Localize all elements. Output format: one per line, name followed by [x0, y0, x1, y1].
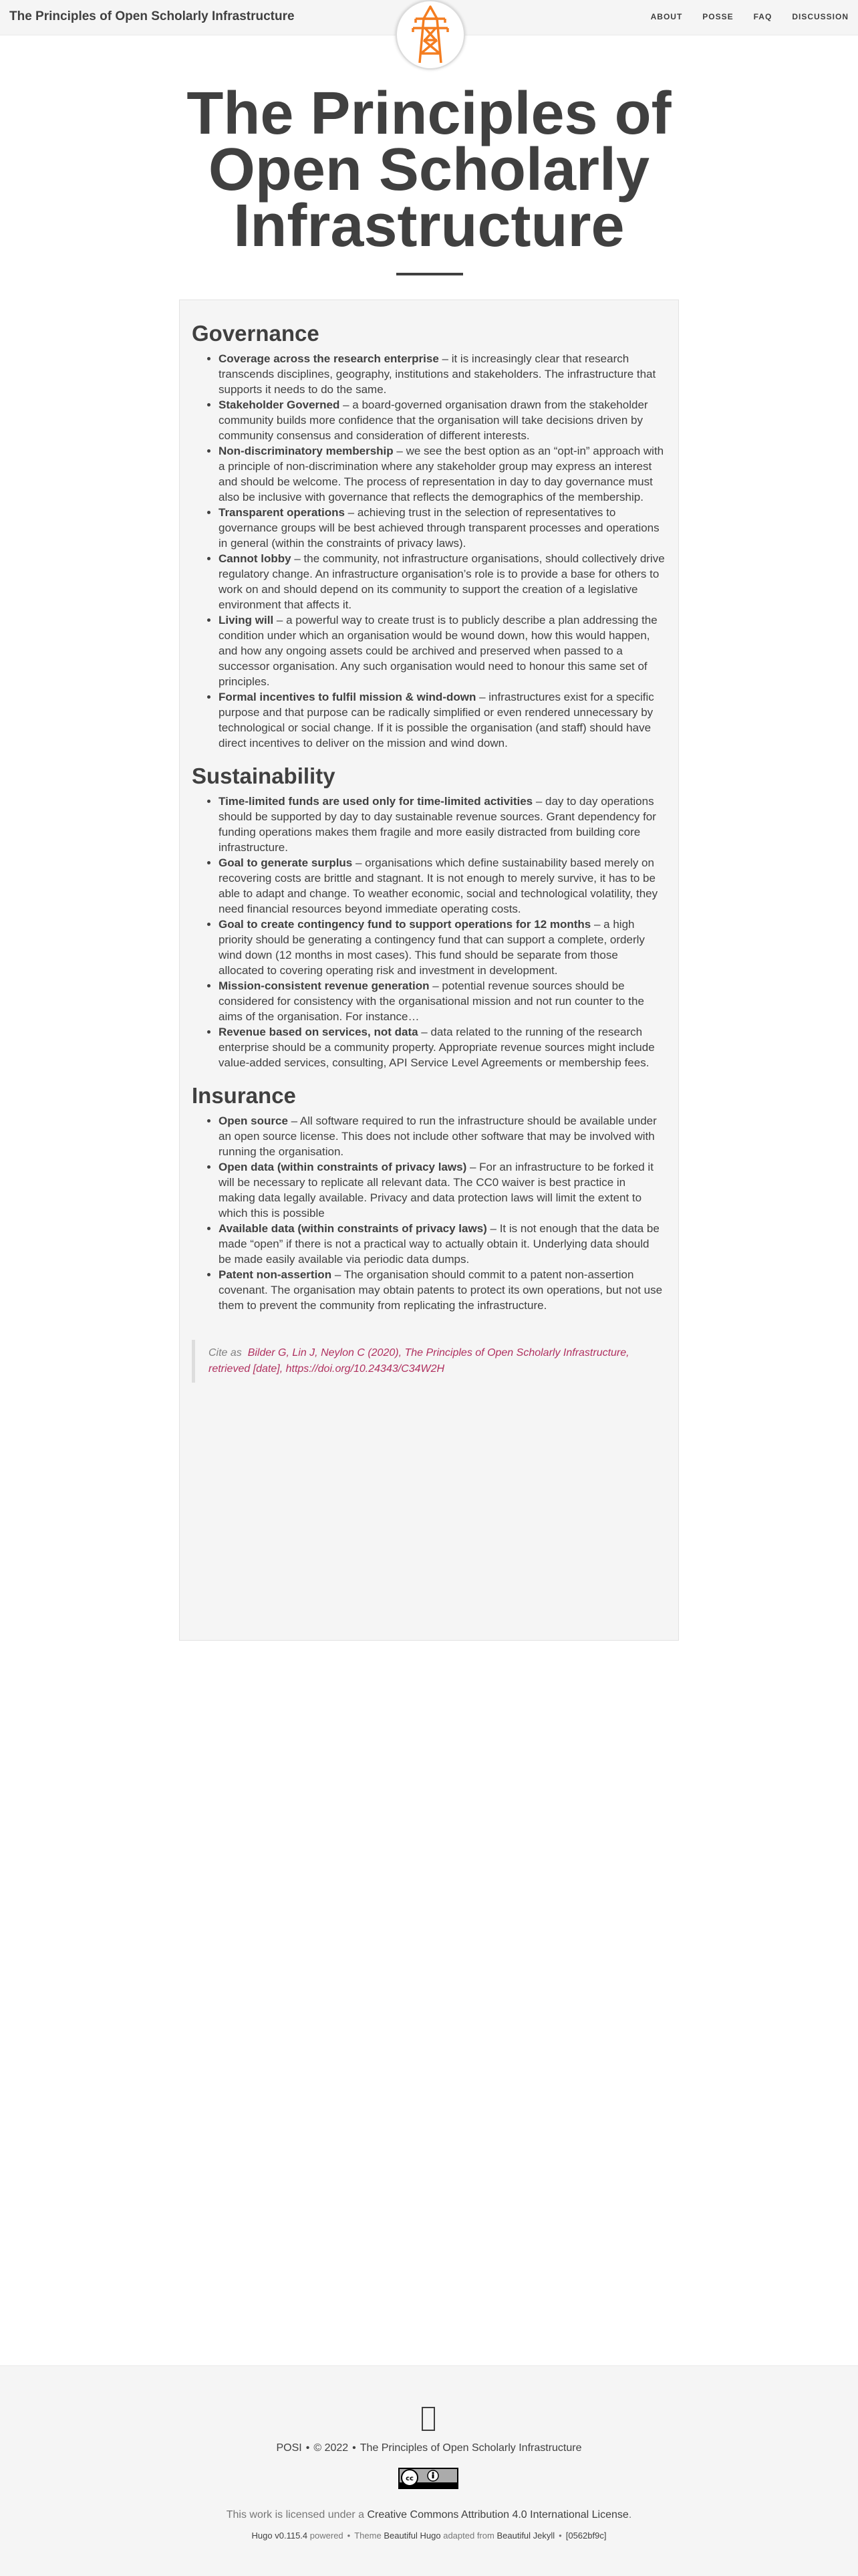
list-item — [219, 978, 665, 1024]
svg-text:cc: cc — [406, 2475, 414, 2482]
principle-term: Goal to generate surplus — [219, 856, 353, 869]
principle-text: – All software required to run the infrastructure should be available under an open source license. This does not include other software that may be involved with running the organisation. — [219, 1115, 657, 1158]
title-divider — [396, 273, 463, 275]
list-item — [219, 443, 665, 505]
principle-text: – infrastructures exist for a specific purpose and that purpose can be radically simplified or even rendered unnecessary by technological or social change. If it is possible the organisation (and staff) should have direct incentives to deliver on the mission and wind down. — [219, 691, 654, 749]
governance-list — [192, 351, 665, 751]
insurance-list — [192, 1113, 665, 1313]
principle-text: – a high priority should be generating a contingency fund that can support a complete, orderly wind down (12 months in most cases). This fund should be separate from those allocated to covering operating risk and investment in development. — [219, 918, 645, 977]
list-item — [219, 612, 665, 689]
principle-term: Cannot lobby — [219, 552, 291, 565]
list-item — [219, 351, 665, 397]
principle-term: Formal incentives to fulfil mission & wind-down — [219, 691, 476, 703]
footer-site-link[interactable]: The Principles of Open Scholarly Infrastructure — [360, 2442, 582, 2454]
principle-text: – the community, not infrastructure organisations, should collectively drive regulatory change. An infrastructure organisation’s role is to provide a base for others to work on and should depend on its community to support the creation of a legislative environment that affects it. — [219, 552, 665, 611]
list-item — [219, 505, 665, 551]
principle-text: – it is increasingly clear that research transcends disciplines, geography, institutions and stakeholders. The infrastructure that supports it needs to do the same. — [219, 352, 656, 396]
license-suffix: . — [628, 2509, 632, 2521]
list-item — [219, 1113, 665, 1159]
principle-text: – The organisation should commit to a patent non-assertion covenant. The organisation may obtain patents to protect its own operations, but not use them to prevent the community from replicating the infrastructure. — [219, 1268, 663, 1312]
nav-faq-link[interactable]: FAQ — [753, 12, 772, 21]
powered-text: powered — [309, 2531, 343, 2541]
principle-text: – data related to the running of the research enterprise should be a community property. Appropriate revenue sources might include value-added services, consulting, API Service Level Agreements or membership fees. — [219, 1026, 655, 1069]
principle-term: Revenue based on services, not data — [219, 1026, 418, 1038]
principle-term: Stakeholder Governed — [219, 398, 340, 411]
section-heading-sustainability: Sustainability — [192, 764, 335, 788]
hugo-link[interactable]: Hugo v0.115.4 — [251, 2531, 308, 2541]
principle-text: – organisations which define sustainability based merely on recovering costs are brittle and stagnant. It is not enough to merely survive, it has to be able to adapt and change. To weather economic, social and technological volatility, they need financial resources beyond immediate operating costs. — [219, 856, 658, 915]
footer-license — [0, 2509, 858, 2521]
section-heading-governance: Governance — [192, 321, 319, 346]
list-item — [219, 397, 665, 443]
sustainability-list — [192, 794, 665, 1070]
principle-text: – For an infrastructure to be forked it will be necessary to replicate all relevant data. The CC0 waiver is best practice in making data legally available. Privacy and data protection laws will limit the extent to which this is possible — [219, 1161, 654, 1219]
cc-by-badge-icon[interactable] — [398, 2468, 458, 2489]
principle-text: – achieving trust in the selection of representatives to governance groups will be best achieved through transparent processes and operations in general (within the constraints of privacy laws). — [219, 506, 660, 550]
principle-text: – a powerful way to create trust is to publicly describe a plan addressing the condition under which an organisation would be wound down, how this would happen, and how any ongoing assets could be archived and preserved when passed to a successor organisation. Any such organisation would need to honour this same set of principles. — [219, 614, 658, 688]
list-item — [219, 551, 665, 612]
page-heading — [0, 80, 858, 259]
list-item — [219, 1024, 665, 1070]
footer-author: POSI — [276, 2442, 302, 2454]
page-title-line: The Principles of — [186, 80, 672, 147]
footer-copyright: POSI • © 2022 • The Principles of Open Scholarly Infrastructure — [276, 2442, 582, 2454]
principle-text: – we see the best option as an “opt-in” approach with a principle of non-discrimination where any stakeholder group may express an interest and should be welcome. The process of representation in day to day governance must also be inclusive with governance that reflects the demographics of the membership. — [219, 445, 664, 503]
principle-term: Open data (within constraints of privacy laws) — [219, 1161, 467, 1173]
principle-term: Available data (within constraints of privacy laws) — [219, 1222, 487, 1235]
section-heading-insurance: Insurance — [192, 1083, 296, 1108]
theme-label: Theme — [354, 2531, 382, 2541]
principle-term: Transparent operations — [219, 506, 345, 519]
citation-blockquote — [192, 1340, 665, 1383]
list-item — [219, 1159, 665, 1221]
list-item — [219, 1267, 665, 1313]
jekyll-link[interactable]: Beautiful Jekyll — [496, 2531, 555, 2541]
license-prefix: This work is licensed under a — [226, 2509, 365, 2521]
principle-term: Goal to create contingency fund to support operations for 12 months — [219, 918, 591, 931]
principle-term: Open source — [219, 1115, 288, 1127]
commit-link[interactable]: [0562bf9c] — [565, 2531, 607, 2541]
principle-term: Coverage across the research enterprise — [219, 352, 439, 365]
site-logo[interactable] — [396, 0, 465, 70]
page-title-line: Open Scholarly — [208, 136, 650, 203]
github-icon[interactable] — [421, 2406, 436, 2432]
nav-about-link[interactable]: ABOUT — [650, 12, 683, 21]
list-item — [219, 917, 665, 978]
principle-term: Non-discriminatory membership — [219, 445, 394, 457]
principle-term: Patent non-assertion — [219, 1268, 332, 1281]
principle-term: Time-limited funds are used only for time-limited activities — [219, 795, 533, 808]
principle-text: – day to day operations should be supported by day to day sustainable revenue sources. Grant dependency for funding operations makes them fragile and more easily distracted from building core infrastructure. — [219, 795, 656, 854]
principles-card — [179, 300, 679, 1641]
principle-term: Living will — [219, 614, 274, 626]
principle-text: – a board-governed organisation drawn from the stakeholder community builds more confidence that the organisation will take decisions driven by community consensus and consideration of different interests. — [219, 398, 648, 442]
list-item — [219, 689, 665, 751]
citation-prefix: Cite as — [208, 1347, 242, 1359]
page-title — [0, 80, 858, 259]
nav-discussion-link[interactable]: DISCUSSION — [792, 12, 849, 21]
list-item — [219, 794, 665, 855]
site-title-link[interactable]: The Principles of Open Scholarly Infrastructure — [9, 9, 295, 23]
footer-credits: Hugo v0.115.4 powered • Theme Beautiful Hugo adapted from Beautiful Jekyll • [0562bf9c] — [251, 2531, 607, 2541]
principle-text: – potential revenue sources should be considered for consistency with the organisational mission and not run counter to the aims of the organisation. For instance… — [219, 979, 644, 1023]
footer-year: © 2022 — [313, 2442, 349, 2454]
list-item — [219, 1221, 665, 1267]
adapted-text: adapted from — [443, 2531, 494, 2541]
transmission-tower-icon — [397, 1, 464, 68]
license-link[interactable]: Creative Commons Attribution 4.0 International License — [367, 2509, 629, 2521]
nav-links — [651, 12, 849, 21]
principle-text: – It is not enough that the data be made “open” if there is not a practical way to actually obtain it. Underlying data should be made easily available via periodic data dumps. — [219, 1222, 660, 1266]
theme-link[interactable]: Beautiful Hugo — [384, 2531, 441, 2541]
nav-posse-link[interactable]: POSSE — [702, 12, 734, 21]
citation-link[interactable]: Bilder G, Lin J, Neylon C (2020), The Principles of Open Scholarly Infrastructure, retrieved [date], https://doi.org/10.24343/C34W2H — [208, 1347, 629, 1375]
principle-term: Mission-consistent revenue generation — [219, 979, 430, 992]
list-item — [219, 855, 665, 917]
footer — [0, 2365, 858, 2576]
page-title-line: Infrastructure — [233, 193, 625, 259]
